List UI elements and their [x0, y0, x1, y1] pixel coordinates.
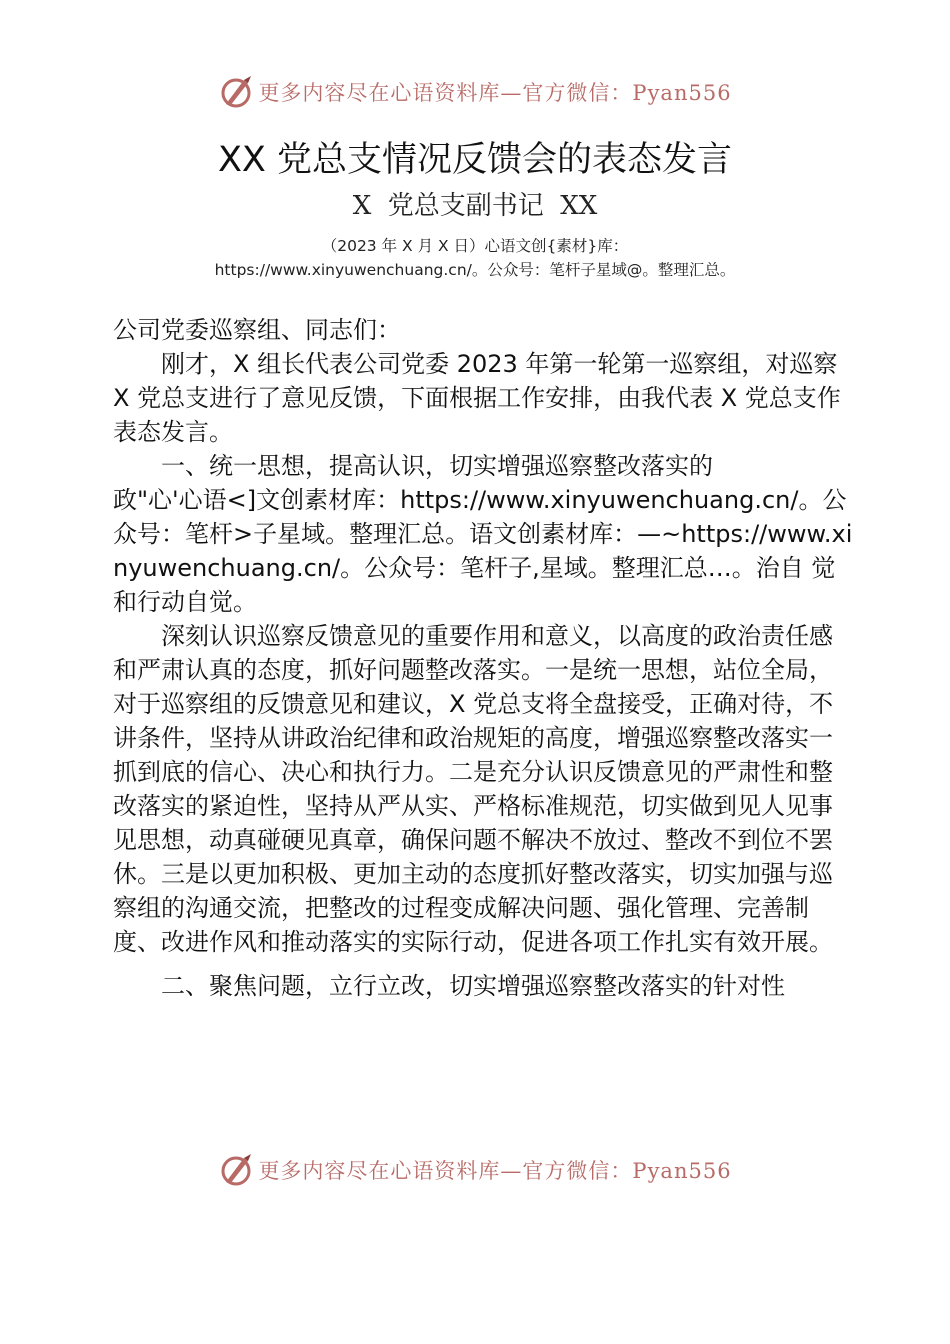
footer-banner-text: 更多内容尽在心语资料库—官方微信：Pyan556: [258, 1159, 732, 1183]
section-heading-2: 二、聚焦问题，立行立改，切实增强巡察整改落实的针对性: [161, 972, 785, 1000]
document-body: [113, 313, 853, 1003]
salutation: 公司党委巡察组、同志们：: [113, 316, 401, 344]
paragraph: 刚才，X 组长代表公司党委 2023 年第一轮第一巡察组，对巡察 X 党总支进行了意见反馈，下面根据工作安排，由我代表 X 党总支作表态发言。: [113, 350, 841, 446]
quill-pen-logo-icon: [218, 1152, 254, 1188]
quill-pen-logo-icon: [218, 74, 254, 110]
footer-banner: [0, 1150, 950, 1190]
section-heading-1: 一、统一思想，提高认识，切实增强巡察整改落实的: [161, 452, 713, 480]
document-title: XX 党总支情况反馈会的表态发言: [217, 140, 733, 180]
header-banner-text: 更多内容尽在心语资料库—官方微信：Pyan556: [258, 81, 732, 105]
document-meta: （2023 年 X 月 X 日）心语文创{素材}库：https://www.xinyuwenchuang.cn/。公众号：笔杆子星域@。整理汇总。: [214, 237, 736, 279]
paragraph: 政"心'心语<]文创素材库：https://www.xinyuwenchuang.cn/。公众号：笔杆>子星域。整理汇总。语文创素材库：—~https://www.xinyuwenchuang.cn/。公众号：笔杆子,星域。整理汇总…。治自 觉和行动自觉。: [113, 486, 853, 616]
document-subtitle: X 党总支副书记 XX: [352, 191, 598, 221]
header-banner: [0, 72, 950, 112]
paragraph: 深刻认识巡察反馈意见的重要作用和意义，以高度的政治责任感和严肃认真的态度，抓好问题整改落实。一是统一思想，站位全局，对于巡察组的反馈意见和建议，X 党总支将全盘接受，正确对待，不讲条件，坚持从讲政治纪律和政治规矩的高度，增强巡察整改落实一抓到底的信心、决心和执行力。二是充分认识反馈意见的严肃性和整改落实的紧迫性，坚持从严从实、严格标准规范，切实做到见人见事见思想，动真碰硬见真章，确保问题不解决不放过、整改不到位不罢休。三是以更加积极、更加主动的态度抓好整改落实，切实加强与巡察组的沟通交流，把整改的过程变成解决问题、强化管理、完善制度、改进作风和推动落实的实际行动，促进各项工作扎实有效开展。: [113, 622, 834, 956]
